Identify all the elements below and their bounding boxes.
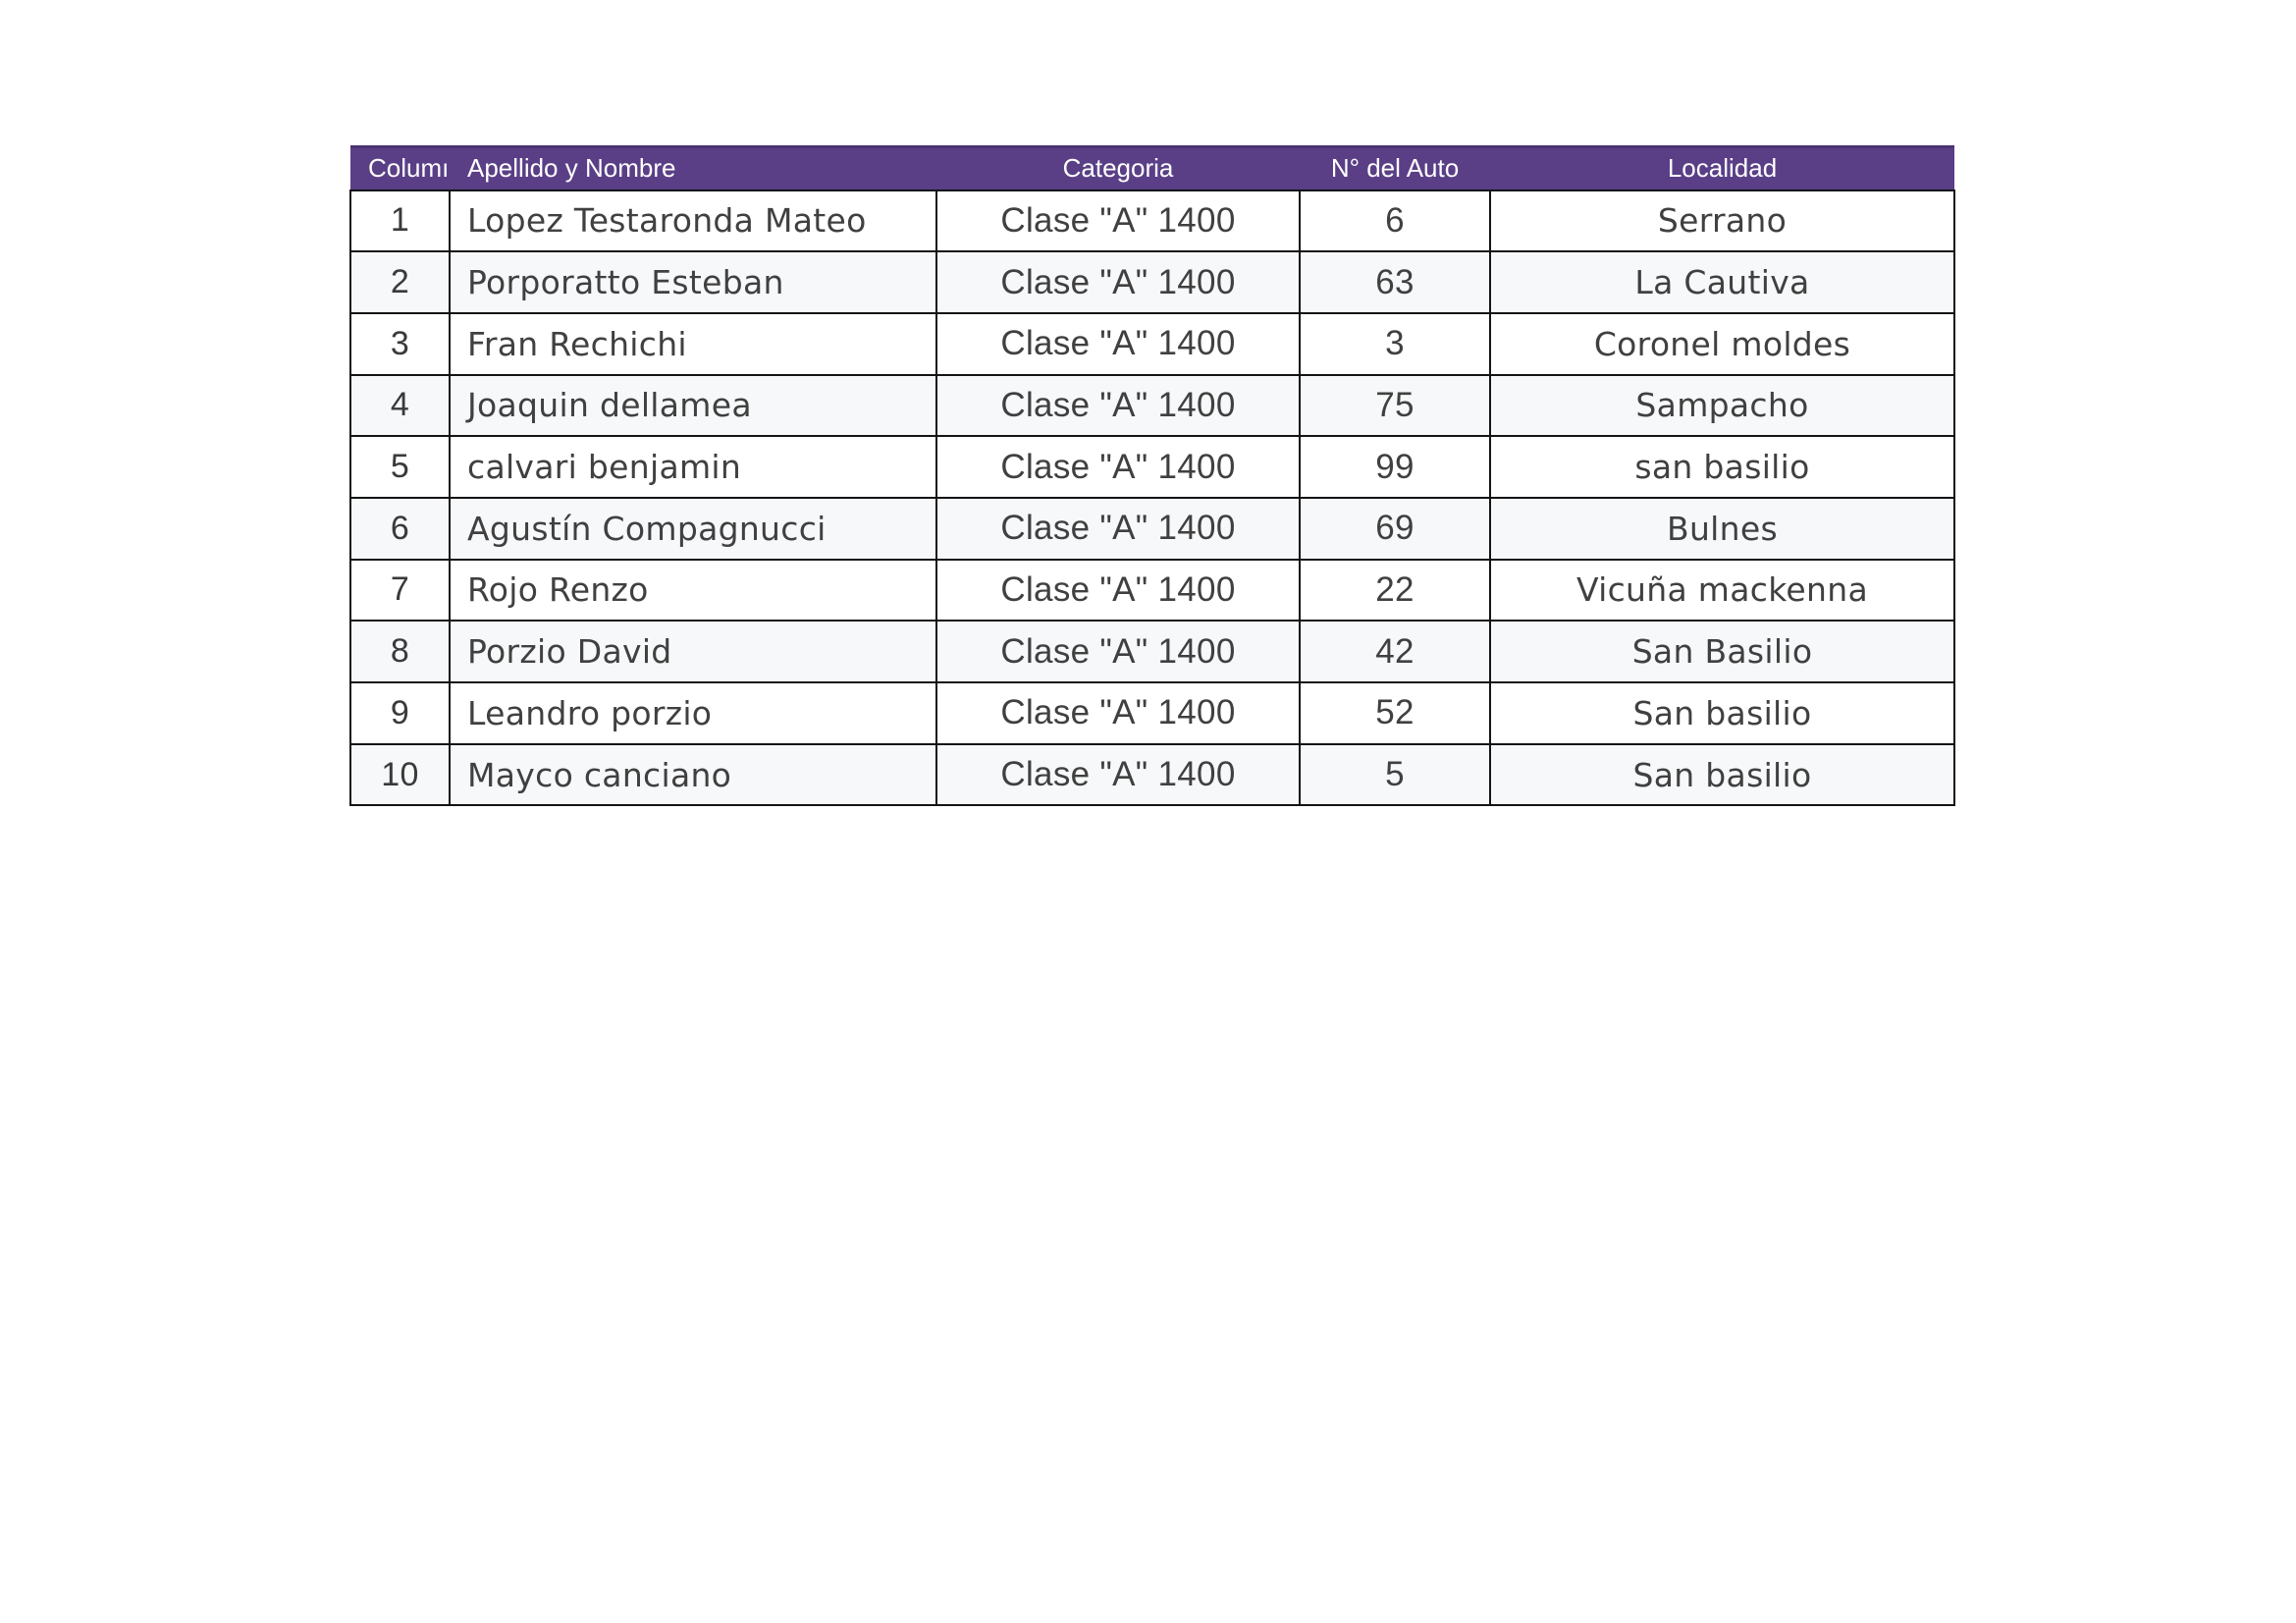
cell-locality[interactable]: Coronel moldes — [1490, 313, 1954, 375]
cell-category[interactable]: Clase "A" 1400 — [936, 375, 1300, 437]
cell-index[interactable]: 3 — [350, 313, 450, 375]
cell-name[interactable]: Mayco canciano — [450, 744, 936, 806]
cell-car-number[interactable]: 52 — [1300, 682, 1490, 744]
cell-car-number[interactable]: 5 — [1300, 744, 1490, 806]
cell-car-number[interactable]: 75 — [1300, 375, 1490, 437]
header-column-index[interactable]: Columı — [350, 147, 450, 190]
cell-locality[interactable]: La Cautiva — [1490, 251, 1954, 313]
cell-name[interactable]: Agustín Compagnucci — [450, 498, 936, 560]
cell-locality[interactable]: San Basilio — [1490, 621, 1954, 682]
table-row — [350, 560, 1954, 622]
cell-car-number[interactable]: 6 — [1300, 190, 1490, 252]
cell-name[interactable]: Porzio David — [450, 621, 936, 682]
table-row — [350, 621, 1954, 682]
cell-car-number[interactable]: 69 — [1300, 498, 1490, 560]
cell-locality[interactable]: San basilio — [1490, 744, 1954, 806]
cell-name[interactable]: Porporatto Esteban — [450, 251, 936, 313]
cell-category[interactable]: Clase "A" 1400 — [936, 251, 1300, 313]
cell-index[interactable]: 8 — [350, 621, 450, 682]
table-row — [350, 744, 1954, 806]
cell-index[interactable]: 6 — [350, 498, 450, 560]
header-localidad[interactable]: Localidad — [1490, 147, 1954, 190]
cell-category[interactable]: Clase "A" 1400 — [936, 560, 1300, 622]
participants-table — [349, 145, 1955, 806]
cell-name[interactable]: Fran Rechichi — [450, 313, 936, 375]
cell-index[interactable]: 2 — [350, 251, 450, 313]
cell-index[interactable]: 1 — [350, 190, 450, 252]
cell-category[interactable]: Clase "A" 1400 — [936, 190, 1300, 252]
table-row — [350, 375, 1954, 437]
cell-locality[interactable]: Serrano — [1490, 190, 1954, 252]
cell-category[interactable]: Clase "A" 1400 — [936, 313, 1300, 375]
cell-locality[interactable]: san basilio — [1490, 436, 1954, 498]
table-row — [350, 682, 1954, 744]
table-body — [350, 190, 1954, 806]
cell-car-number[interactable]: 42 — [1300, 621, 1490, 682]
cell-index[interactable]: 5 — [350, 436, 450, 498]
cell-name[interactable]: Joaquin dellamea — [450, 375, 936, 437]
table-row — [350, 436, 1954, 498]
cell-index[interactable]: 7 — [350, 560, 450, 622]
cell-index[interactable]: 9 — [350, 682, 450, 744]
cell-name[interactable]: Lopez Testaronda Mateo — [450, 190, 936, 252]
header-numero-auto[interactable]: N° del Auto — [1300, 147, 1490, 190]
cell-index[interactable]: 10 — [350, 744, 450, 806]
cell-index[interactable]: 4 — [350, 375, 450, 437]
cell-locality[interactable]: Sampacho — [1490, 375, 1954, 437]
cell-category[interactable]: Clase "A" 1400 — [936, 436, 1300, 498]
cell-name[interactable]: Leandro porzio — [450, 682, 936, 744]
cell-category[interactable]: Clase "A" 1400 — [936, 744, 1300, 806]
cell-category[interactable]: Clase "A" 1400 — [936, 498, 1300, 560]
cell-locality[interactable]: San basilio — [1490, 682, 1954, 744]
cell-category[interactable]: Clase "A" 1400 — [936, 621, 1300, 682]
cell-car-number[interactable]: 3 — [1300, 313, 1490, 375]
header-apellido-y-nombre[interactable]: Apellido y Nombre — [450, 147, 936, 190]
cell-category[interactable]: Clase "A" 1400 — [936, 682, 1300, 744]
cell-name[interactable]: Rojo Renzo — [450, 560, 936, 622]
spreadsheet-table-region — [349, 145, 1953, 806]
cell-car-number[interactable]: 22 — [1300, 560, 1490, 622]
table-row — [350, 313, 1954, 375]
table-row — [350, 251, 1954, 313]
cell-car-number[interactable]: 63 — [1300, 251, 1490, 313]
cell-locality[interactable]: Vicuña mackenna — [1490, 560, 1954, 622]
table-row — [350, 190, 1954, 252]
header-row — [350, 147, 1954, 190]
table-header — [350, 147, 1954, 190]
cell-locality[interactable]: Bulnes — [1490, 498, 1954, 560]
table-row — [350, 498, 1954, 560]
cell-name[interactable]: calvari benjamin — [450, 436, 936, 498]
cell-car-number[interactable]: 99 — [1300, 436, 1490, 498]
header-categoria[interactable]: Categoria — [936, 147, 1300, 190]
